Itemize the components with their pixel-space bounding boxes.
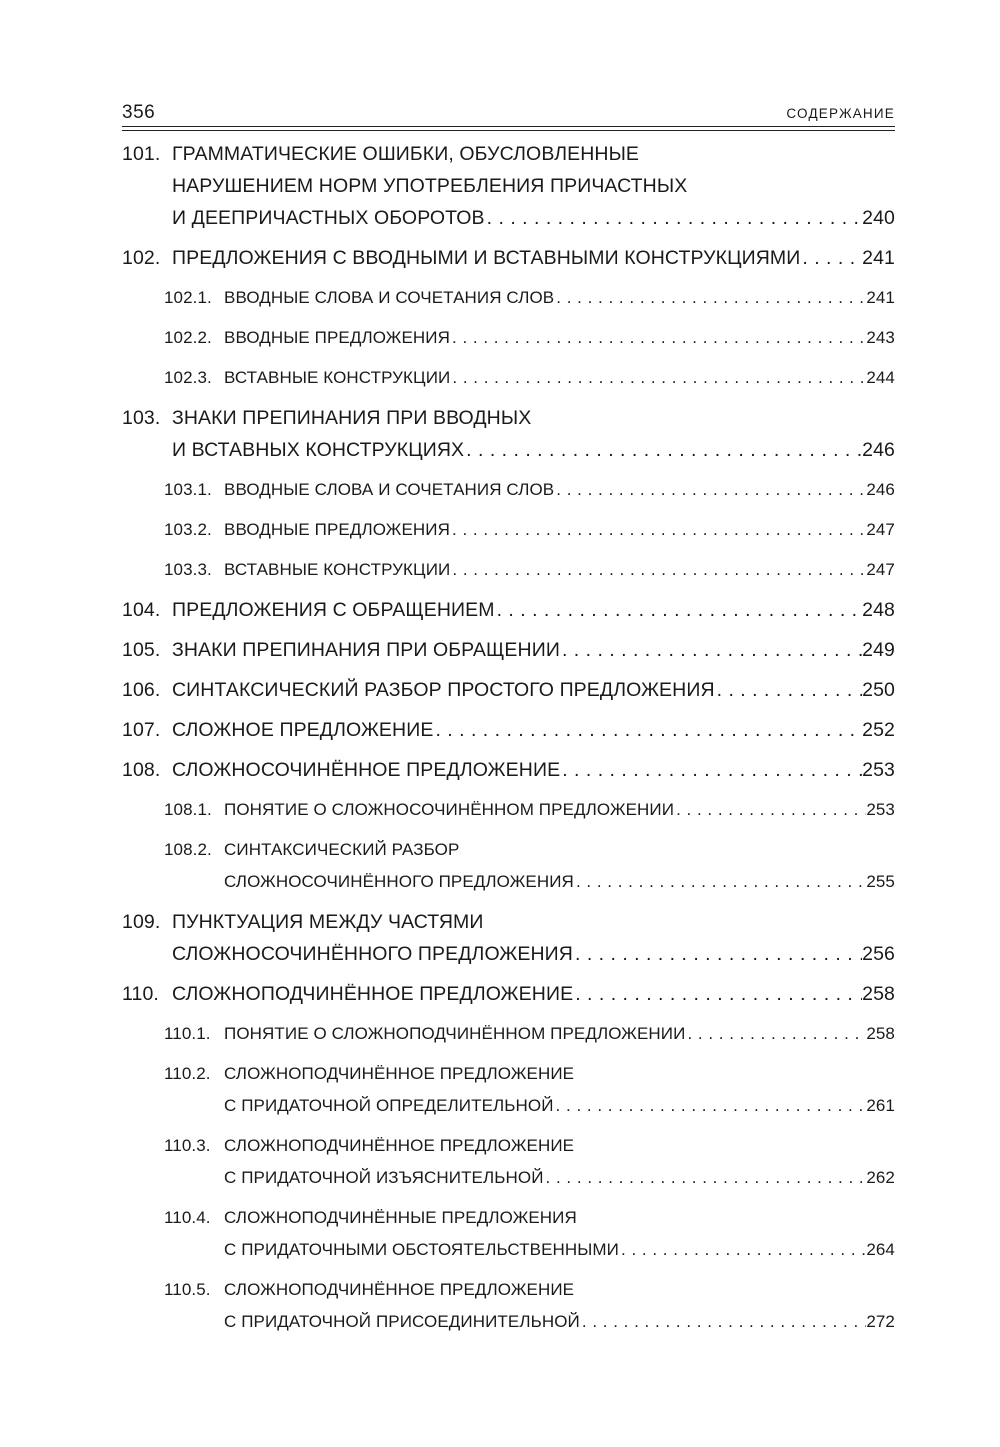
toc-line <box>164 834 895 866</box>
entry-title: И ДЕЕПРИЧАСТНЫХ ОБОРОТОВ <box>172 207 485 229</box>
entry-page-number: 240 <box>862 207 895 229</box>
dot-leader <box>685 1018 866 1050</box>
entry-number: 102.2. <box>164 328 212 347</box>
entry-title: НАРУШЕНИЕМ НОРМ УПОТРЕБЛЕНИЯ ПРИЧАСТНЫХ <box>172 175 688 197</box>
toc-entry[interactable] <box>122 714 895 746</box>
toc-entry[interactable] <box>122 594 895 626</box>
toc-line <box>164 1090 895 1122</box>
entry-number: 110.4. <box>164 1208 211 1227</box>
toc-entry[interactable] <box>122 402 895 466</box>
toc-line <box>164 282 895 314</box>
entry-page-number: 252 <box>862 719 895 741</box>
toc-subentry[interactable] <box>122 554 895 586</box>
entry-page-number: 261 <box>866 1096 895 1115</box>
entry-page-number: 248 <box>862 599 895 621</box>
entry-title: ГРАММАТИЧЕСКИЕ ОШИБКИ, ОБУСЛОВЛЕННЫЕ <box>172 143 640 165</box>
entry-title: ПОНЯТИЕ О СЛОЖНОСОЧИНЁННОМ ПРЕДЛОЖЕНИИ <box>224 800 675 819</box>
toc-subentry[interactable] <box>122 1018 895 1050</box>
toc-line <box>122 978 895 1010</box>
entry-number: 108. <box>122 759 161 781</box>
entry-number: 104. <box>122 599 161 621</box>
entry-title: СЛОЖНОПОДЧИНЁННОЕ ПРЕДЛОЖЕНИЕ <box>224 1280 575 1299</box>
toc-line <box>122 594 895 626</box>
entry-title: ВВОДНЫЕ ПРЕДЛОЖЕНИЯ <box>224 520 450 539</box>
toc-line <box>122 138 895 170</box>
entry-page-number: 272 <box>866 1312 895 1331</box>
entry-page-number: 249 <box>862 639 895 661</box>
toc-entry[interactable] <box>122 674 895 706</box>
entry-page-number: 244 <box>866 368 895 387</box>
entry-title: СЛОЖНОСОЧИНЁННОГО ПРЕДЛОЖЕНИЯ <box>224 872 574 891</box>
entry-title: СЛОЖНОПОДЧИНЁННОЕ ПРЕДЛОЖЕНИЕ <box>224 1136 575 1155</box>
toc-line <box>164 1162 895 1194</box>
toc-line <box>122 434 895 466</box>
dot-leader <box>574 866 866 898</box>
dot-leader <box>464 434 862 466</box>
toc-line <box>122 402 895 434</box>
toc-subentry[interactable] <box>122 322 895 354</box>
page-number: 356 <box>122 102 156 123</box>
dot-leader <box>485 202 863 234</box>
toc-entry[interactable] <box>122 138 895 234</box>
toc-line <box>122 938 895 970</box>
entry-page-number: 246 <box>866 480 895 499</box>
entry-page-number: 247 <box>866 560 895 579</box>
toc-line <box>164 362 895 394</box>
toc-line <box>122 170 895 202</box>
toc-subentry[interactable] <box>122 474 895 506</box>
toc-subentry[interactable] <box>122 514 895 546</box>
toc-line <box>164 322 895 354</box>
dot-leader <box>450 554 866 586</box>
entry-title: ВВОДНЫЕ ПРЕДЛОЖЕНИЯ <box>224 328 450 347</box>
toc-line <box>164 794 895 826</box>
entry-page-number: 253 <box>866 800 895 819</box>
entry-number: 109. <box>122 911 161 933</box>
entry-page-number: 258 <box>866 1024 895 1043</box>
entry-page-number: 241 <box>862 247 895 269</box>
toc-entry[interactable] <box>122 634 895 666</box>
entry-page-number: 256 <box>862 943 895 965</box>
toc-subentry[interactable] <box>122 794 895 826</box>
entry-number: 110.1. <box>164 1024 211 1043</box>
entry-number: 103.1. <box>164 480 212 499</box>
entry-number: 105. <box>122 639 161 661</box>
entry-title: СЛОЖНОСОЧИНЁННОГО ПРЕДЛОЖЕНИЯ <box>172 943 573 965</box>
entry-title: ЗНАКИ ПРЕПИНАНИЯ ПРИ ВВОДНЫХ <box>172 407 532 429</box>
dot-leader <box>573 938 862 970</box>
toc-line <box>164 514 895 546</box>
entry-number: 102. <box>122 247 161 269</box>
entry-number: 110. <box>122 983 159 1005</box>
entry-page-number: 247 <box>866 520 895 539</box>
toc-line <box>164 1274 895 1306</box>
dot-leader <box>554 282 866 314</box>
entry-number: 106. <box>122 679 161 701</box>
entry-title: С ПРИДАТОЧНОЙ ПРИСОЕДИНИТЕЛЬНОЙ <box>224 1312 580 1331</box>
dot-leader <box>554 474 866 506</box>
dot-leader <box>450 322 866 354</box>
toc-subentry[interactable] <box>122 1274 895 1338</box>
toc-line <box>122 754 895 786</box>
entry-title: ПРЕДЛОЖЕНИЯ С ВВОДНЫМИ И ВСТАВНЫМИ КОНСТРУКЦИЯМИ <box>172 247 801 269</box>
entry-page-number: 246 <box>862 439 895 461</box>
toc-line <box>164 474 895 506</box>
toc-subentry[interactable] <box>122 1130 895 1194</box>
toc-line <box>164 1018 895 1050</box>
toc-line <box>164 1202 895 1234</box>
toc-line <box>122 674 895 706</box>
toc-entry[interactable] <box>122 978 895 1010</box>
entry-number: 103.2. <box>164 520 212 539</box>
toc-subentry[interactable] <box>122 282 895 314</box>
entry-title: ЗНАКИ ПРЕПИНАНИЯ ПРИ ОБРАЩЕНИИ <box>172 639 560 661</box>
dot-leader <box>573 978 862 1010</box>
dot-leader <box>433 714 862 746</box>
entry-title: И ВСТАВНЫХ КОНСТРУКЦИЯХ <box>172 439 465 461</box>
entry-title: СЛОЖНОСОЧИНЁННОЕ ПРЕДЛОЖЕНИЕ <box>172 759 561 781</box>
dot-leader <box>450 514 866 546</box>
entry-title: СЛОЖНОПОДЧИНЁННОЕ ПРЕДЛОЖЕНИЕ <box>172 983 574 1005</box>
toc-line <box>164 1130 895 1162</box>
entry-title: С ПРИДАТОЧНОЙ ИЗЪЯСНИТЕЛЬНОЙ <box>224 1168 544 1187</box>
toc-subentry[interactable] <box>122 834 895 898</box>
entry-title: С ПРИДАТОЧНОЙ ОПРЕДЕЛИТЕЛЬНОЙ <box>224 1096 554 1115</box>
entry-title: СЛОЖНОПОДЧИНЁННОЕ ПРЕДЛОЖЕНИЕ <box>224 1064 575 1083</box>
header-rule-thin <box>122 130 895 131</box>
entry-title: ПРЕДЛОЖЕНИЯ С ОБРАЩЕНИЕМ <box>172 599 495 621</box>
entry-number: 108.2. <box>164 840 212 859</box>
entry-title: ВВОДНЫЕ СЛОВА И СОЧЕТАНИЯ СЛОВ <box>224 480 555 499</box>
entry-number: 103. <box>122 407 161 429</box>
entry-number: 101. <box>122 143 161 165</box>
toc-subentry[interactable] <box>122 1058 895 1122</box>
entry-title: СИНТАКСИЧЕСКИЙ РАЗБОР ПРОСТОГО ПРЕДЛОЖЕНИЯ <box>172 679 715 701</box>
dot-leader <box>495 594 863 626</box>
entry-title: ВСТАВНЫЕ КОНСТРУКЦИИ <box>224 560 451 579</box>
entry-title: СЛОЖНОЕ ПРЕДЛОЖЕНИЕ <box>172 719 434 741</box>
entry-title: ВСТАВНЫЕ КОНСТРУКЦИИ <box>224 368 451 387</box>
toc-subentry[interactable] <box>122 1202 895 1266</box>
toc-line <box>122 714 895 746</box>
dot-leader <box>450 362 866 394</box>
entry-number: 102.1. <box>164 288 212 307</box>
entry-page-number: 250 <box>862 679 895 701</box>
entry-title: ВВОДНЫЕ СЛОВА И СОЧЕТАНИЯ СЛОВ <box>224 288 555 307</box>
dot-leader <box>619 1234 866 1266</box>
entry-title: СЛОЖНОПОДЧИНЁННЫЕ ПРЕДЛОЖЕНИЯ <box>224 1208 577 1227</box>
entry-title: ПОНЯТИЕ О СЛОЖНОПОДЧИНЁННОМ ПРЕДЛОЖЕНИИ <box>224 1024 686 1043</box>
dot-leader <box>560 634 862 666</box>
toc-line <box>164 1234 895 1266</box>
entry-title: СИНТАКСИЧЕСКИЙ РАЗБОР <box>224 840 460 859</box>
toc-line <box>164 1306 895 1338</box>
entry-number: 110.5. <box>164 1280 211 1299</box>
toc-line <box>122 202 895 234</box>
entry-page-number: 262 <box>866 1168 895 1187</box>
entry-number: 110.3. <box>164 1136 211 1155</box>
entry-title: С ПРИДАТОЧНЫМИ ОБСТОЯТЕЛЬСТВЕННЫМИ <box>224 1240 619 1259</box>
running-title: СОДЕРЖАНИЕ <box>786 106 895 121</box>
toc-subentry[interactable] <box>122 362 895 394</box>
toc-line <box>164 554 895 586</box>
entry-number: 110.2. <box>164 1064 211 1083</box>
dot-leader <box>800 242 862 274</box>
dot-leader <box>560 754 862 786</box>
entry-number: 102.3. <box>164 368 212 387</box>
entry-title: ПУНКТУАЦИЯ МЕЖДУ ЧАСТЯМИ <box>172 911 484 933</box>
toc-entry[interactable] <box>122 906 895 970</box>
entry-number: 103.3. <box>164 560 212 579</box>
entry-number: 108.1. <box>164 800 212 819</box>
entry-page-number: 255 <box>866 872 895 891</box>
header-rule-thick <box>122 126 895 127</box>
entry-page-number: 264 <box>866 1240 895 1259</box>
dot-leader <box>554 1090 867 1122</box>
entry-page-number: 243 <box>866 328 895 347</box>
table-of-contents <box>122 138 895 1346</box>
dot-leader <box>544 1162 867 1194</box>
dot-leader <box>715 674 863 706</box>
toc-entry[interactable] <box>122 754 895 786</box>
toc-line <box>164 1058 895 1090</box>
toc-line <box>164 866 895 898</box>
entry-number: 107. <box>122 719 161 741</box>
entry-page-number: 241 <box>866 288 895 307</box>
entry-page-number: 258 <box>862 983 895 1005</box>
toc-line <box>122 634 895 666</box>
toc-line <box>122 242 895 274</box>
dot-leader <box>674 794 866 826</box>
running-header <box>122 100 895 128</box>
toc-entry[interactable] <box>122 242 895 274</box>
dot-leader <box>580 1306 866 1338</box>
entry-page-number: 253 <box>862 759 895 781</box>
toc-line <box>122 906 895 938</box>
